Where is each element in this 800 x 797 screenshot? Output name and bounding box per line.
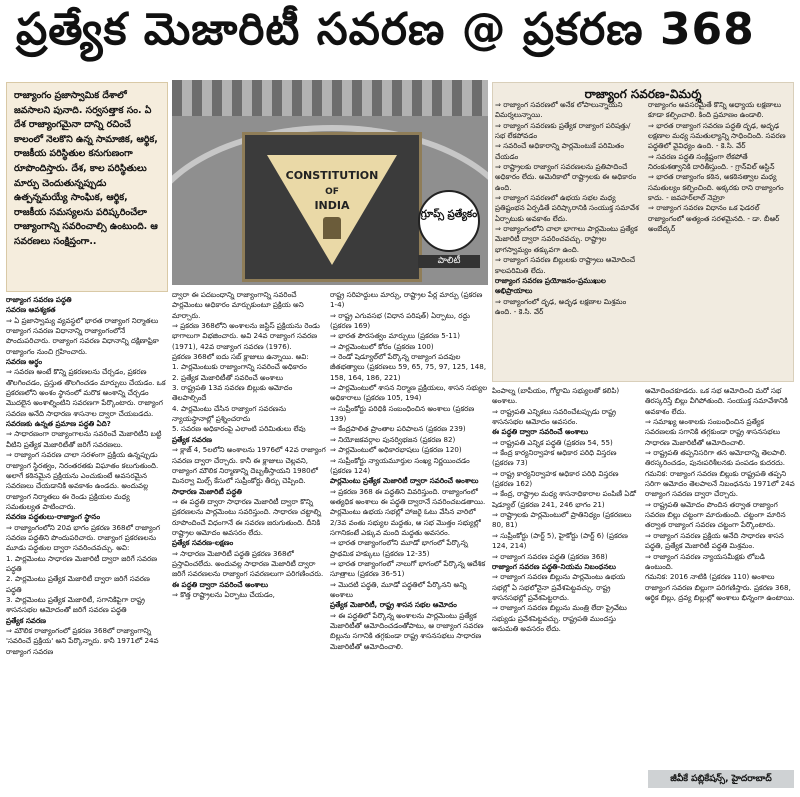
book-title-line3: INDIA — [314, 199, 350, 212]
paragraph: ⇒ రాష్ట్ర కార్యనిర్వాహక అధికార పరిధి విస్తరణ (ప్రకరణ 162) — [492, 468, 619, 489]
paragraph: ⇒ రాజ్యాంగ సవరణకు ప్రత్యేక రాజ్యాంగ పరిషత్తు/సభ లేకపోవడం — [495, 120, 631, 141]
paragraph: ⇒ రాష్ట్రపతి ఎన్నికలు సవరించేటప్పుడు రాష్ట్ర శాసనసభల ఆమోదం అవసరం. — [492, 406, 617, 427]
paragraph: ప్రకరణ 368లో ఐదు సబ్ క్లాజులు ఉన్నాయి. అవి: — [172, 352, 309, 362]
section-badge — [418, 190, 486, 276]
paragraph: ⇒ కొత్త రాష్ట్రాలను ఏర్పాటు చేయడం, — [172, 589, 275, 599]
section-heading: ఈ పద్ధతి ద్వారా సవరించే అంశాలు — [492, 427, 589, 437]
paragraph: ⇒ రాష్ట్రపతి తప్పనిసరిగా తన ఆమోదాన్ని తెలపాలి. తిరస్కరించడం, పునఃపరిశీలనకు పంపడం కుదరదు. — [645, 448, 787, 468]
paragraph: పింపాల్న (బాపీయం, గోల్డామి సభ్యులతో కలిపి) అంశాలు. — [492, 386, 620, 406]
section-heading: సవరణ అర్థం — [6, 357, 43, 367]
paragraph: ఆమోదించకూడదు. ఒక సభ ఆమోదించి మరో సభ తిరస్కరిస్తే బిల్లు వీగిపోతుంది. సంయుక్త సమావేశానికి అవకాశం లేదు. — [645, 386, 788, 416]
paragraph: ⇒ కేంద్ర, రాష్ట్రాల మధ్య శాసనాధికారాల పంపిణీ ఏడో షెడ్యూల్ (ప్రకరణ 241, 246 భాగం 21) — [492, 489, 636, 509]
paragraph: ⇒ భారత రాజ్యాంగం కఠిన, అకఠినత్వాల మధ్య సమతుల్యం కల్పించింది. అక్కరకు రాని రాజ్యాంగం కాదు. - జవహర్‌లాల్ నెహ్రూ — [648, 172, 784, 203]
paragraph: ⇒ సవరణ పద్ధతి సంక్లిష్టంగా లేకపోతే నిరంకుశత్వానికి దారితీస్తుంది. - గ్రాన్‌విల్ ఆస్టిన్ — [648, 151, 775, 172]
paragraph: 3. పార్లమెంటు ప్రత్యేక మెజారిటీ, సగానికిపైగా రాష్ట్ర శాసనసభల ఆమోదంతో జరిగే సవరణ పద్ధతి — [6, 594, 145, 615]
review-column-2 — [648, 100, 790, 380]
article-column-5 — [645, 386, 795, 766]
section-heading: సవరణ ఆవశ్యకత — [6, 305, 56, 315]
header — [0, 0, 800, 78]
paragraph: 2. పార్లమెంటు ప్రత్యేక మెజారిటీ ద్వారా జరిగే సవరణ పద్ధతి — [6, 574, 150, 594]
paragraph: ⇒ సాధారణ మెజారిటీ పద్ధతి ప్రకరణ 368లో ప్రస్తావించలేదు. అందువల్ల సాధారణ మెజారిటీ ద్వారా జరిగే సవరణలను రాజ్యాంగ సవరణలుగా పరిగణించరు. — [172, 548, 324, 579]
paragraph: ⇒ రాజ్యాంగ సవరణలో ఉభయ సభల మధ్య ప్రతిష్టంభన ఏర్పడితే పరిష్కారానికి సంయుక్త సమావేశ ఏర్పాటుకు అవకాశం లేదు. — [495, 193, 639, 223]
paragraph: ⇒ పార్లమెంటులో అధికారభాషలు (ప్రకరణ 120) — [330, 445, 462, 455]
paragraph: ⇒ రాజ్యాంగ సవరణ చాలా సరళంగా ప్రక్రియ ఉన్నప్పుడు రాజ్యాంగ స్థిరత్వం, నిరంతరతకు విఘాతం కలుగుతుంది. అలాగే కఠినమైన ప్రక్రియను ఎంచుకుంటే అవసరమైన సవరణలు చేయడానికి అవకాశం ఉండదు. అందువల్ల రాజ్యాంగ నిర్మాతలు ఈ రెండు ప్రక్రియల మధ్య సమతుల్యత పాటించారు. — [6, 450, 159, 511]
section-heading: ప్రత్యేక సవరణ — [172, 434, 213, 444]
page-title: ప్రత్యేక మెజారిటీ సవరణ @ ప్రకరణ 368 — [16, 4, 755, 55]
constitution-book — [242, 132, 422, 282]
section-heading: ప్రత్యేక సవరణ-లక్షణం — [172, 538, 234, 548]
paragraph: ⇒ ఏ ప్రజాస్వామ్య వ్యవస్థలో భారత రాజ్యాంగ నిర్మాతలు రాజ్యాంగ సవరణ విధానాన్ని రాజ్యాంగంలోనే పొందుపరిచారు. రాజ్యాంగ సవరణ విధానాన్ని దక్షిణాఫ్రికా రాజ్యాంగం నుంచి గ్రహించారు. — [6, 315, 159, 356]
paragraph: ⇒ రాజ్యాంగ సవరణ బిల్లులకు రాష్ట్రాలు ఆమోదించే కాలపరిమితి లేదు. — [495, 255, 636, 275]
paragraph: ⇒ రాజ్యాంగ సవరణ విధానం ఒక ఫెడరల్ రాజ్యాంగంలో అత్యంత సరళమైనది. - డా. బీఆర్ అంబేద్కర్ — [648, 203, 780, 234]
paragraph: ⇒ రాజ్యాంగ సవరణ పద్ధతి (ప్రకరణ 368) — [492, 551, 608, 561]
paragraph: ⇒ ఈ పద్ధతిలో పేర్కొన్న అంశాలను పార్లమెంటు ప్రత్యేక మెజారిటీతో ఆమోదించడంతోపాటు, ఆ రాజ్యాంగ సవరణ బిల్లును సగానికి తగ్గకుండా రాష్ట్ర శాసనసభలు సాధారణ మెజారిటీతో ఆమోదించాలి. — [330, 610, 484, 651]
paragraph: ⇒ మొదటి పద్ధతి, మూడో పద్ధతిలో పేర్కొనని అన్ని అంశాలు — [330, 579, 467, 599]
paragraph: ద్వారా ఈ పదబంధాన్ని రాజ్యాంగాన్ని సవరించే పార్లమెంటు అధికారం మార్చుకుంటూ ప్రక్రియ అని మార్చారు. — [172, 290, 304, 320]
paragraph: ⇒ రాజ్యాంగంలో దృఢ, అదృఢ లక్షణాల మిశ్రమం ఉంది. - కె.సి. వేర్ — [495, 296, 627, 316]
paragraph: ⇒ భారత పౌరసత్వం మార్పులు (ప్రకరణ 5-11) — [330, 331, 461, 341]
section-heading: సవరణకు ఉన్నత ప్రమాణ పద్ధతి ఏది? — [6, 419, 111, 429]
paragraph: రాజ్యాంగం అవసరమైతే కొన్ని అధ్యాయ లక్షణాలు కూడా కల్పించాలి. కింది ప్రమాణం ఉండాలి. — [648, 100, 782, 120]
paragraph: ⇒ ప్రకరణ 368 ఈ పద్ధతిని వివరిస్తుంది. రాజ్యాంగంలో అత్యధిక అంశాలు ఈ పద్ధతి ద్వారానే సవరించబడతాయి. పార్లమెంటు ఉభయ సభల్లో హాజరై ఓటు వేసిన వారిలో 2/3వ వంతు సభ్యుల మద్దతు, ఆ సభ మొత్తం సభ్యుల్లో సగానికంటే ఎక్కువ మంది మద్దతు అవసరం. — [330, 486, 486, 537]
paragraph: ⇒ సవరించే అధికారాన్ని పార్లమెంటుకే పరిమితం చేయడం — [495, 141, 624, 161]
paragraph: ⇒ భారత రాజ్యాంగంలోని మూడో భాగంలో పేర్కొన్న ప్రాథమిక హక్కులు (ప్రకరణ 12-35) — [330, 538, 468, 558]
paragraph: రాష్ట్ర సరిహద్దులు మార్చు, రాష్ట్రాల పేర్ల మార్పు (ప్రకరణ 1-4) — [330, 290, 483, 310]
review-title: రాజ్యాంగ సవరణ-విమర్శ — [584, 87, 702, 101]
paragraph: ⇒ ప్రకరణ 368లోని అంశాలను జస్టిస్ ప్రక్రియను రెండు భాగాలుగా విభజించారు. అవి 24వ రాజ్యాంగ సవరణ (1971), 42వ రాజ్యాంగ సవరణ (1976). — [172, 321, 320, 351]
article-column-1 — [6, 295, 166, 795]
paragraph: ⇒ రాజ్యాంగంలోని 20వ భాగం ప్రకరణ 368లో రాజ్యాంగ సవరణ పద్ధతిని పొందుపరిచారు. రాజ్యాంగ ప్రకరణలను మూడు పద్ధతుల ద్వారా సవరించవచ్చు. అవి: — [6, 522, 161, 553]
paragraph: 1. పార్లమెంటు సాధారణ మెజారిటీ ద్వారా జరిగే సవరణ పద్ధతి — [6, 553, 158, 573]
section-heading: రాజ్యాంగ సవరణ ప్రయోజనం-ప్రముఖుల అభిప్రాయాలు — [495, 275, 606, 296]
author-credit: జీవీకే పబ్లికేషన్స్, హైదరాబాద్ — [648, 770, 794, 788]
paragraph: ⇒ పార్లమెంటులో శాసన నిర్మాణ ప్రక్రియలు, శాసన సభ్యుల అధికారాలు (ప్రకరణ 105, 194) — [330, 383, 488, 403]
paragraph: ⇒ నియోజకవర్గాల పునర్విభజన (ప్రకరణ 82) — [330, 434, 456, 444]
intro-box — [6, 82, 168, 292]
paragraph: ⇒ రాజ్యాంగ సవరణ బిల్లును మంత్రి లేదా ప్రైవేటు సభ్యుడు ప్రవేశపెట్టవచ్చు. రాష్ట్రపతి ముందస్తు అనుమతి అవసరం లేదు. — [492, 603, 627, 633]
emblem-icon — [323, 217, 341, 239]
paragraph: ⇒ ఈ పద్ధతి ద్వారా సాధారణ మెజారిటీ ద్వారా కొన్ని ప్రకరణలను పార్లమెంటు సవరిస్తుంది. సాధారణ చట్టాల్ని రూపొందించే విధంగానే ఈ సవరణ జరుగుతుంది. దీనికి రాష్ట్రాల ఆమోదం అవసరం లేదు. — [172, 496, 321, 537]
paragraph: ⇒ రాష్ట్రపతి ఎన్నిక పద్ధతి (ప్రకరణ 54, 55) — [492, 437, 613, 447]
paragraph: ⇒ క్లాజ్ 4, 5లలోని అంశాలను 1976లో 42వ రాజ్యాంగ సవరణ ద్వారా చేర్చారు. కానీ ఈ క్లాజులు చెల్లవని, రాజ్యాంగ మౌలిక నిర్మాణాన్ని దెబ్బతీస్తాయని 1980లో మినర్వా మిల్స్ కేసులో సుప్రీంకోర్టు తీర్పు చెప్పింది. — [172, 445, 326, 486]
paragraph: ⇒ రాష్ట్రాలకు పార్లమెంటులో ప్రాతినిధ్యం (ప్రకరణలు 80, 81) — [492, 510, 632, 530]
badge-tag: పాలిటీ — [418, 255, 480, 268]
paragraph: గమనిక: 2016 నాటికి (ప్రకరణ 110) అంశాలు రాజ్యాంగ సవరణ బిల్లుగా పరిగణిస్తారు. ప్రకరణ 368, ఆర్థిక బిల్లు, ద్రవ్య బిల్లుల్లో అంశాలు భిన్నంగా ఉంటాయి. — [645, 572, 795, 602]
paragraph: 5. సవరణ అధికారంపై ఎలాంటి పరిమితులు లేవు — [172, 424, 306, 434]
paragraph: ⇒ రాష్ట్ర ఎగువసభ (విధాన పరిషత్) ఏర్పాటు, రద్దు (ప్రకరణ 169) — [330, 310, 470, 331]
paragraph: ⇒ రెండో షెడ్యూల్‌లో పేర్కొన్న రాజ్యాంగ పదవుల జీతభత్యాలు (ప్రకరణలు 59, 65, 75, 97, 125, 148, 158, 164, 186, 221) — [330, 352, 487, 382]
paragraph: ⇒ భారత రాజ్యాంగంలో నాలుగో భాగంలో పేర్కొన్న ఆదేశిక సూత్రాలు (ప్రకరణ 36-51) — [330, 558, 486, 579]
paragraph: ⇒ సాధారణంగా రాజ్యాంగాలను సవరించే మెజారిటీని బట్టి వీటిని ప్రత్యేక మెజారిటీతో జరిగే సవరణలు. — [6, 429, 162, 449]
paragraph: ⇒ రాజ్యాంగ సవరణ న్యాయసమీక్షకు లోబడి ఉంటుంది. — [645, 551, 765, 571]
paragraph: ⇒ పార్లమెంటులో కోరం (ప్రకరణ 100) — [330, 341, 434, 351]
paragraph: ⇒ రాష్ట్రాలకు రాజ్యాంగ సవరణలను ప్రతిపాదించే అధికారం లేదు. అమెరికాలో రాష్ట్రాలకు ఈ అధికారం ఉంది. — [495, 162, 637, 192]
section-heading: రాజ్యాంగ సవరణ పద్ధతి — [6, 295, 72, 304]
paragraph: 3. రాష్ట్రపతి 13వ సవరణ బిల్లుకు ఆమోదం తెలపాల్సిందే — [172, 383, 293, 403]
paragraph: ⇒ భారత రాజ్యాంగ సవరణ పద్ధతి దృఢ, అదృఢ లక్షణాల మధ్య సమతుల్యాన్ని సాధించింది. సవరణ పద్ధతిలో వైవిధ్యం ఉంది. - కె.సి. వేర్ — [648, 120, 786, 151]
section-heading: సవరణ పద్ధతులు-రాజ్యాంగ స్థానం — [6, 512, 101, 522]
paragraph: ⇒ రాజ్యాంగ సవరణ బిల్లును పార్లమెంటు ఉభయ సభల్లో ఏ సభలోనైనా ప్రవేశపెట్టవచ్చు. రాష్ట్ర శాసనసభల్లో ప్రవేశపెట్టరాదు. — [492, 572, 626, 602]
review-column-1 — [495, 100, 640, 380]
paragraph: ⇒ సుప్రీంకోర్టు న్యాయమూర్తుల సంఖ్య నిర్ణయించడం (ప్రకరణ 124) — [330, 455, 470, 475]
badge-circle: గ్రూప్స్ ప్రత్యేకం — [418, 190, 480, 252]
article-column-2 — [172, 290, 326, 795]
section-heading: ప్రత్యేక మెజారిటీ, రాష్ట్ర శాసన సభల ఆమోదం — [330, 600, 457, 610]
paragraph: ⇒ రాష్ట్రపతి ఆమోదం పొందిన తర్వాత రాజ్యాంగ సవరణ బిల్లు చట్టంగా మారుతుంది. చట్టంగా మారిన తర్వాత రాజ్యాంగ సవరణ చట్టంగా పేర్కొంటారు. — [645, 499, 786, 530]
section-heading: రాజ్యాంగ సవరణ పద్ధతి-నియమ నిబంధనలు — [492, 561, 616, 571]
paragraph: 4. పార్లమెంటు చేసిన రాజ్యాంగ సవరణను న్యాయస్థానాల్లో ప్రశ్నించరాదు — [172, 403, 287, 424]
paragraph: ⇒ సుప్రీంకోర్టు పరిధికి సంబంధించిన అంశాలు (ప్రకరణ 139) — [330, 403, 475, 424]
paragraph: ⇒ సుప్రీంకోర్టు (పార్ట్ 5), హైకోర్టు (పార్ట్ 6) (ప్రకరణ 124, 214) — [492, 530, 628, 551]
section-heading: సాధారణ మెజారిటీ పద్ధతి — [172, 486, 242, 496]
paragraph: ⇒ కేంద్రపాలిత ప్రాంతాల పరిపాలన (ప్రకరణ 239) — [330, 424, 466, 434]
paragraph: ⇒ రాజ్యాంగ సవరణ ప్రక్రియ అనేది సాధారణ శాసన పద్ధతి, ప్రత్యేక మెజారిటీ పద్ధతి మిశ్రమం. — [645, 530, 784, 551]
article-column-4 — [492, 386, 640, 796]
section-heading: పార్లమెంటు ప్రత్యేక మెజారిటీ ద్వారా సవరించే అంశాలు — [330, 476, 479, 486]
paragraph: ⇒ రాజ్యాంగ సవరణలో అనేక లోపాలున్నాయని విమర్శలున్నాయి. — [495, 100, 623, 120]
parliament-backdrop — [172, 80, 488, 116]
article-column-3 — [330, 290, 488, 795]
section-heading: ప్రత్యేక సవరణ — [6, 615, 47, 625]
book-title-line2: OF — [325, 187, 339, 197]
section-heading: ఈ పద్ధతి ద్వారా సవరించే అంశాలు — [172, 579, 269, 589]
paragraph: ⇒ సమాఖ్య అంశాలకు సంబంధించిన ప్రత్యేక సవరణలకు సగానికి తగ్గకుండా రాష్ట్ర శాసనసభలు సాధారణ మెజారిటీతో ఆమోదించాలి. — [645, 417, 781, 447]
book-title-line1: CONSTITUTION — [285, 169, 379, 182]
intro-text: రాజ్యాంగం ప్రజాస్వామిక దేశాలో జవసాలని పునాది. సర్వసత్తాక సం. ఏ దేశ రాజ్యాంగమైనా దాన్ని రచించే కాలంలో నెలకొని ఉన్న సామాజిక, ఆర్థిక, రాజకీయ పరిస్థితుల కనుగుణంగా రూపొందిస్తారు. దేశ, కాల పరిస్థితులు మార్పు చెందుతున్నప్పుడు ఉత్పన్నమయ్యే సాంఘిక, ఆర్థిక, రాజకీయ సమస్యలను పరిష్కరించేలా రాజ్యాంగాన్ని సవరించాల్సి ఉంటుంది. ఆ సవరణలు సంక్షిప్తంగా.. — [14, 90, 158, 247]
paragraph: ⇒ కేంద్ర కార్యనిర్వాహక అధికార పరిధి విస్తరణ (ప్రకరణ 73) — [492, 448, 617, 468]
paragraph: 2. ప్రత్యేక మెజారిటీతో సవరించే అంశాలు — [172, 372, 284, 382]
paragraph: ⇒ మౌలిక రాజ్యాంగంలో ప్రకరణ 368లో రాజ్యాంగాన్ని 'సవరించే ప్రక్రియ' అని పేర్కొన్నారు. కానీ 1971లో 24వ రాజ్యాంగ సవరణ — [6, 626, 159, 656]
paragraph: గమనిక: రాజ్యాంగ సవరణ బిల్లుకు రాష్ట్రపతి తప్పని సరిగా ఆమోదం తెలపాలనే నిబంధనను 1971లో 24వ రాజ్యాంగ సవరణ ద్వారా చేర్చారు. — [645, 468, 795, 499]
paragraph: 1. పార్లమెంటుకు రాజ్యాంగాన్ని సవరించే అధికారం — [172, 362, 307, 372]
paragraph: ⇒ రాజ్యాంగంలోని చాలా భాగాలు పార్లమెంటు ప్రత్యేక మెజారిటీ ద్వారా సవరించవచ్చు. రాష్ట్రాల భాగస్వామ్యం తక్కువగా ఉంది. — [495, 224, 638, 254]
paragraph: ⇒ సవరణ అంటే కొన్ని ప్రకరణలను చేర్చడం, ప్రకరణ తొలగించడం, ప్రస్తుత తొలగించడం మార్పులు చేయడం. ఒక ప్రకరణలోని అంశం స్థానంలో మరొక అంశాన్ని చేర్చడం మొదలైన అంశాల్నింటిని సవరణగా పేర్కొంటారు. రాజ్యాంగ సవరణ అనేది సాధారణ శాసనాల ద్వారా చేయబడదు. — [6, 367, 166, 418]
